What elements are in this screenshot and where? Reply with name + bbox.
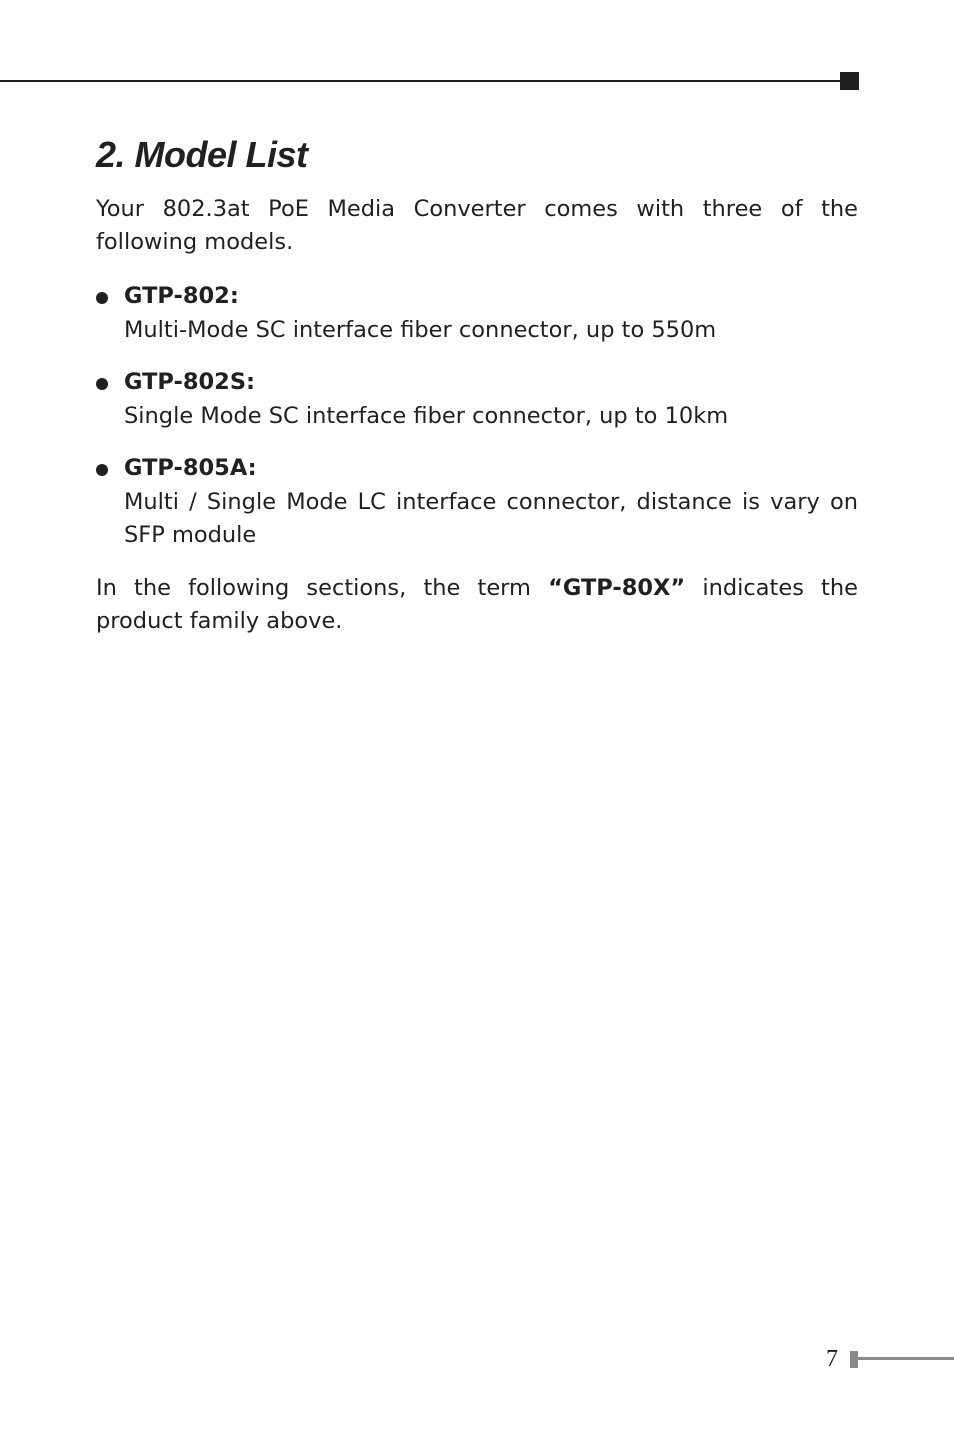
header-square-marker	[840, 72, 859, 90]
model-description: Single Mode SC interface fiber connector, up to 10km	[124, 403, 729, 429]
outro-paragraph	[96, 572, 858, 638]
intro-paragraph: Your 802.3at PoE Media Converter comes with three of the following models.	[96, 196, 858, 255]
header-rule	[0, 80, 842, 82]
footer-bar-marker	[850, 1351, 858, 1368]
outro-text-before: In the following sections, the term	[96, 575, 549, 601]
bullet-icon	[96, 378, 108, 390]
product-family-term: “GTP-80X”	[548, 575, 686, 601]
outro-text-after: indicates the product family above.	[96, 575, 858, 634]
model-name: GTP-802S:	[124, 369, 256, 395]
page-number: 7	[826, 1346, 838, 1372]
bullet-icon	[96, 464, 108, 476]
model-description: Multi-Mode SC interface fiber connector, up to 550m	[124, 317, 717, 343]
model-description: Multi / Single Mode LC interface connector, distance is vary on SFP module	[124, 489, 858, 548]
footer-rule	[858, 1357, 954, 1360]
model-name: GTP-802:	[124, 283, 239, 309]
section-title: 2. Model List	[96, 134, 308, 175]
model-name: GTP-805A:	[124, 455, 257, 481]
bullet-icon	[96, 292, 108, 304]
